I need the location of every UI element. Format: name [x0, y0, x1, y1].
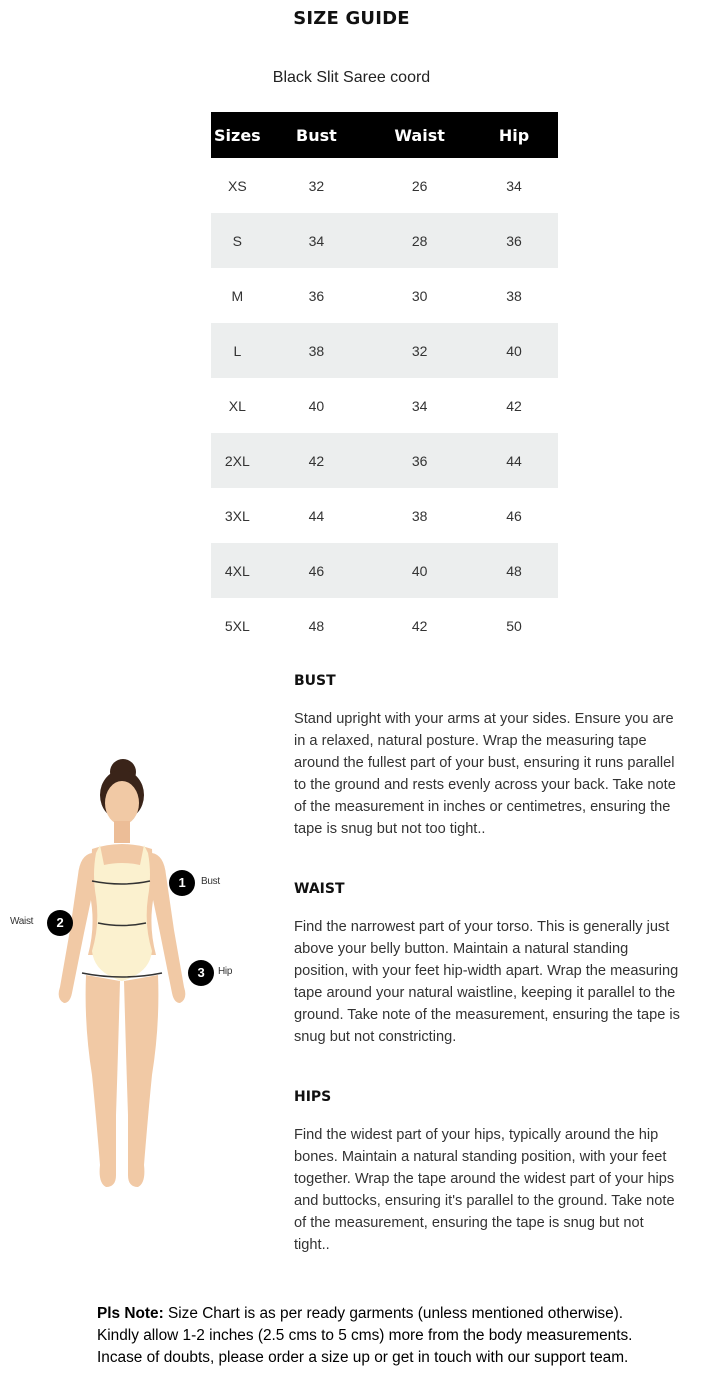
bust-cell: 42: [264, 433, 369, 488]
note-line-2: Kindly allow 1-2 inches (2.5 cms to 5 cms) more from the body measurements.: [97, 1327, 633, 1344]
size-cell: 5XL: [224, 617, 250, 634]
bust-marker-number: 1: [178, 875, 186, 890]
bust-cell: 36: [308, 287, 325, 304]
hips-section-title: HIPS: [294, 1089, 332, 1105]
table-row: [211, 433, 558, 488]
header-hip: Hip: [470, 112, 558, 158]
waist-section-title: WAIST: [294, 881, 345, 897]
bust-section-title: BUST: [294, 673, 336, 689]
bust-section-body: Stand upright with your arms at your sides. Ensure you are in a relaxed, natural posture. Wrap the measuring tape around the fullest part of your bust, ensuring it runs parallel to the ground and rests evenly across your back. Take note of the measurement in inches or centimetres, ensuring the tape is snug but not too tight..: [294, 711, 676, 837]
size-cell: XL: [228, 397, 246, 414]
waist-cell: 40: [369, 543, 470, 598]
size-cell: S: [211, 213, 264, 268]
waist-cell: 36: [369, 433, 470, 488]
size-cell: XS: [228, 177, 247, 194]
bust-cell: 48: [308, 617, 325, 634]
table-header-row: [211, 112, 558, 158]
note-line-3: Incase of doubts, please order a size up or get in touch with our support team.: [97, 1349, 629, 1366]
table-row: [211, 323, 558, 378]
hip-cell: 34: [506, 177, 522, 194]
waist-marker-label: Waist: [10, 916, 34, 927]
bust-cell: 44: [308, 507, 325, 524]
hip-cell: 40: [470, 323, 558, 378]
bust-cell: 34: [264, 213, 369, 268]
header-sizes: Sizes: [211, 112, 264, 158]
table-row: [211, 598, 558, 653]
hip-marker-number: 3: [197, 965, 205, 980]
bust-cell: 40: [308, 397, 325, 414]
hip-cell: 46: [506, 507, 522, 524]
table-row: [211, 213, 558, 268]
hip-cell: 42: [506, 397, 522, 414]
table-row: [211, 268, 558, 323]
size-chart-table: [211, 112, 558, 653]
hip-cell: 38: [506, 287, 522, 304]
note-line-1-text: Size Chart is as per ready garments (unless mentioned otherwise).: [163, 1305, 624, 1322]
hips-section-body: Find the widest part of your hips, typically around the hip bones. Maintain a natural standing position, with your feet together. Wrap the tape around the widest part of your hips and buttocks, ensuring it's parallel to the ground. Take note of the measurement, ensuring the tape is snug but not tight..: [294, 1127, 675, 1253]
bust-cell: 32: [308, 177, 325, 194]
waist-cell: 30: [411, 287, 428, 304]
product-name: Black Slit Saree coord: [272, 69, 431, 86]
size-cell: 2XL: [211, 433, 264, 488]
waist-marker-number: 2: [56, 915, 64, 930]
size-cell: M: [231, 287, 244, 304]
body-measurement-figure: [0, 755, 260, 1195]
waist-cell: 28: [369, 213, 470, 268]
waist-cell: 34: [411, 397, 428, 414]
size-cell: L: [211, 323, 264, 378]
bust-cell: 38: [264, 323, 369, 378]
note-line-1: [97, 1303, 697, 1325]
size-cell: 4XL: [211, 543, 264, 598]
waist-cell: 26: [411, 177, 428, 194]
page-title: SIZE GUIDE: [293, 8, 410, 29]
table-row: [211, 488, 558, 543]
hip-cell: 36: [470, 213, 558, 268]
hip-cell: 44: [470, 433, 558, 488]
waist-cell: 32: [369, 323, 470, 378]
waist-cell: 42: [411, 617, 428, 634]
header-waist: Waist: [369, 112, 470, 158]
size-cell: 3XL: [224, 507, 250, 524]
table-row: [211, 158, 558, 213]
hip-marker-label: Hip: [218, 966, 233, 977]
hip-cell: 48: [470, 543, 558, 598]
waist-section-body: Find the narrowest part of your torso. This is generally just above your belly button. Maintain a natural standing position, with your feet hip-width apart. Wrap the measuring tape around your natural waistline, keeping it parallel to the ground. Take note of the measurement, ensuring the tape is snug but not constricting.: [294, 919, 680, 1045]
header-bust: Bust: [264, 112, 369, 158]
note-prefix: Pls Note:: [97, 1305, 164, 1322]
waist-cell: 38: [411, 507, 428, 524]
bust-marker-label: Bust: [201, 876, 220, 887]
size-note: [97, 1303, 697, 1369]
table-row: [211, 378, 558, 433]
table-row: [211, 543, 558, 598]
hip-cell: 50: [506, 617, 522, 634]
bust-cell: 46: [264, 543, 369, 598]
